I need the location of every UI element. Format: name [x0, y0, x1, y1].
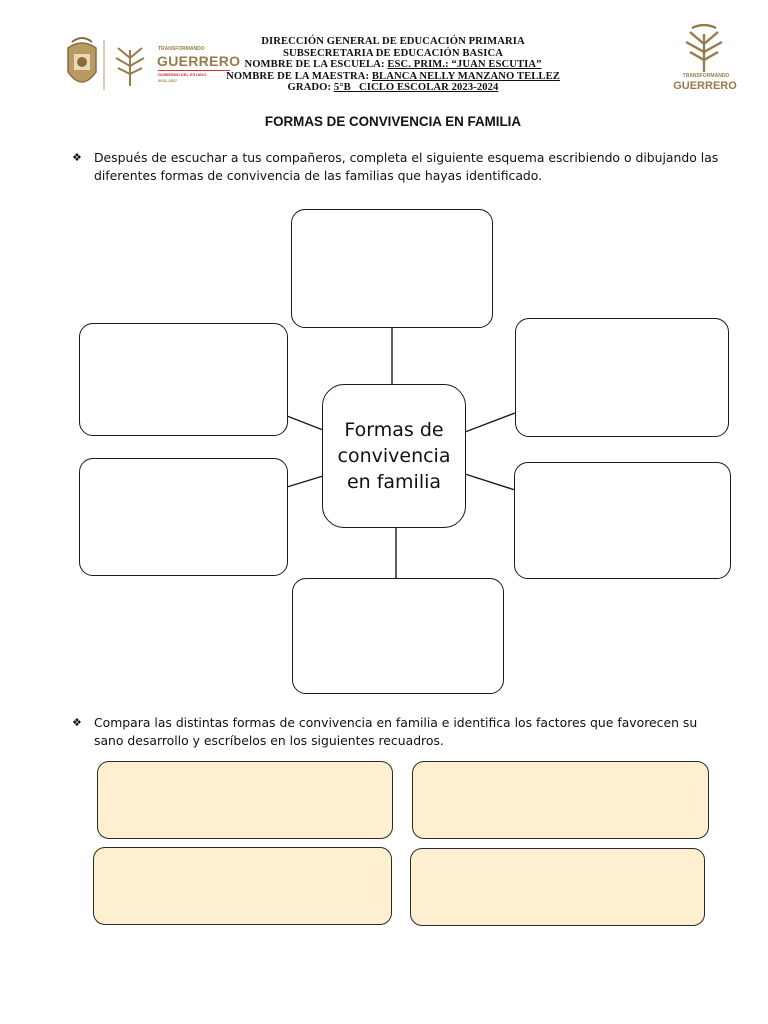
logo-left-tagline: TRANSFORMANDO — [158, 46, 205, 52]
logo-left-name: GUERRERO — [157, 53, 241, 69]
worksheet-title: FORMAS DE CONVIVENCIA EN FAMILIA — [264, 114, 522, 129]
logo-left-government: GOBIERNO DEL ESTADO — [158, 72, 207, 77]
header-line-grade — [200, 82, 586, 94]
header-line-directorate: DIRECCIÓN GENERAL DE EDUCACIÓN PRIMARIA — [261, 36, 525, 47]
teacher-label: NOMBRE DE LA MAESTRA: — [226, 70, 372, 82]
header-line-teacher — [200, 71, 586, 83]
document-header — [200, 36, 586, 94]
cycle-value: CICLO ESCOLAR 2023-2024 — [353, 82, 499, 94]
center-label-line-2: convivencia — [337, 445, 451, 467]
instruction-1 — [72, 149, 720, 185]
diagram-center-node — [322, 384, 466, 528]
diagram-box-top[interactable] — [291, 209, 493, 328]
instruction-2-text: Compara las distintas formas de convivencia en familia e identifica los factores que favorecen su sano desarrollo y escríbelos en los siguientes recuadros. — [94, 715, 698, 748]
answer-box-4[interactable] — [410, 848, 705, 926]
tree-logo-icon — [672, 24, 736, 74]
teacher-value: BLANCA NELLY MANZANO TELLEZ — [371, 70, 560, 82]
instruction-2 — [72, 714, 720, 750]
diagram-box-upper-left[interactable] — [79, 323, 288, 436]
center-label-line-3: en familia — [346, 471, 442, 493]
instruction-1-text: Después de escuchar a tus compañeros, completa el siguiente esquema escribiendo o dibujando las diferentes formas de convivencia de las familias que hayas identificado. — [94, 150, 719, 183]
answer-box-1[interactable] — [97, 761, 393, 839]
logo-left-years: 2021-2027 — [158, 78, 178, 83]
answer-box-2[interactable] — [412, 761, 709, 839]
center-label-line-1: Formas de — [344, 419, 444, 441]
school-label: NOMBRE DE LA ESCUELA: — [244, 59, 388, 71]
school-value: ESC. PRIM.: “JUAN ESCUTIA” — [387, 59, 542, 71]
answer-box-3[interactable] — [93, 847, 392, 925]
logo-right-tagline: TRANSFORMANDO — [682, 73, 730, 79]
diagram-box-lower-right[interactable] — [514, 462, 731, 579]
bullet-icon: ❖ — [72, 716, 82, 729]
header-line-school — [200, 59, 586, 71]
grade-label: GRADO: — [287, 82, 334, 94]
diagram-box-lower-left[interactable] — [79, 458, 288, 576]
logo-right-name: GUERRERO — [673, 80, 737, 92]
bullet-icon: ❖ — [72, 151, 82, 164]
diagram-box-bottom[interactable] — [292, 578, 504, 694]
diagram-box-upper-right[interactable] — [515, 318, 729, 437]
grade-value: 5°B — [333, 82, 354, 94]
header-line-subsecretary: SUBSECRETARIA DE EDUCACIÓN BASICA — [282, 47, 504, 59]
